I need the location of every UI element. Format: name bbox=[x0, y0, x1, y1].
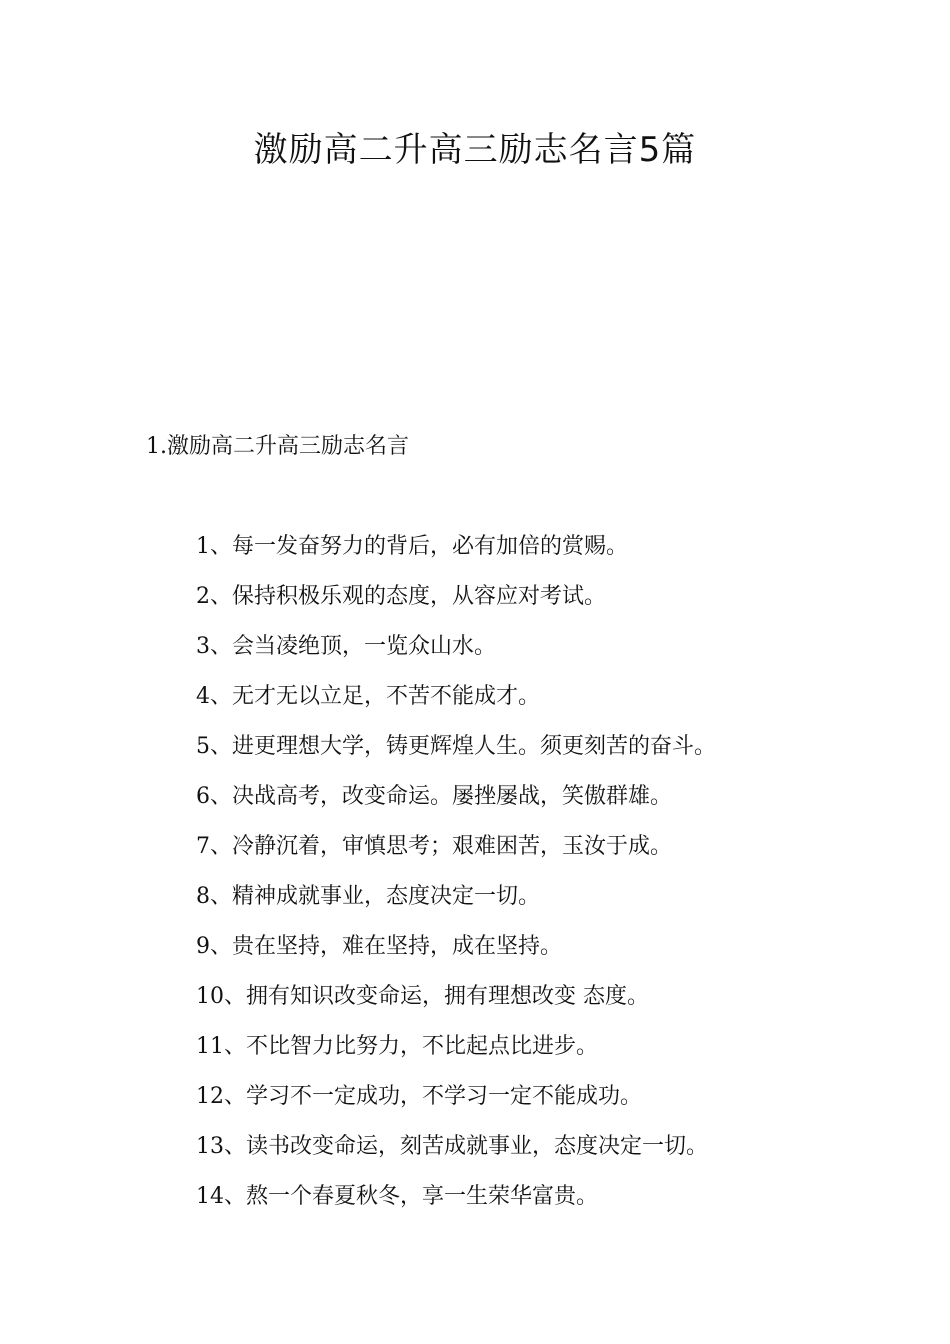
quote-item: 8、精神成就事业，态度决定一切。 bbox=[196, 884, 540, 909]
quote-item: 1、每一发奋努力的背后，必有加倍的赏赐。 bbox=[196, 534, 628, 559]
document-title: 激励高二升高三励志名言5篇 bbox=[253, 130, 697, 170]
quote-item: 10、拥有知识改变命运，拥有理想改变 态度。 bbox=[196, 984, 649, 1009]
quote-item: 9、贵在坚持，难在坚持，成在坚持。 bbox=[196, 934, 562, 959]
quote-list bbox=[196, 530, 916, 1230]
quote-item: 7、冷静沉着，审慎思考；艰难困苦，玉汝于成。 bbox=[196, 834, 672, 859]
quote-item: 2、保持积极乐观的态度，从容应对考试。 bbox=[196, 584, 606, 609]
quote-item: 12、学习不一定成功，不学习一定不能成功。 bbox=[196, 1084, 642, 1109]
section-heading: 1.激励高二升高三励志名言 bbox=[146, 434, 409, 459]
quote-item: 13、读书改变命运，刻苦成就事业，态度决定一切。 bbox=[196, 1134, 708, 1159]
quote-item: 14、熬一个春夏秋冬，享一生荣华富贵。 bbox=[196, 1184, 598, 1209]
quote-item: 11、不比智力比努力，不比起点比进步。 bbox=[196, 1034, 598, 1059]
quote-item: 6、决战高考，改变命运。屡挫屡战，笑傲群雄。 bbox=[196, 784, 672, 809]
quote-item: 5、进更理想大学，铸更辉煌人生。须更刻苦的奋斗。 bbox=[196, 734, 716, 759]
quote-item: 4、无才无以立足，不苦不能成才。 bbox=[196, 684, 540, 709]
quote-item: 3、会当凌绝顶，一览众山水。 bbox=[196, 634, 496, 659]
